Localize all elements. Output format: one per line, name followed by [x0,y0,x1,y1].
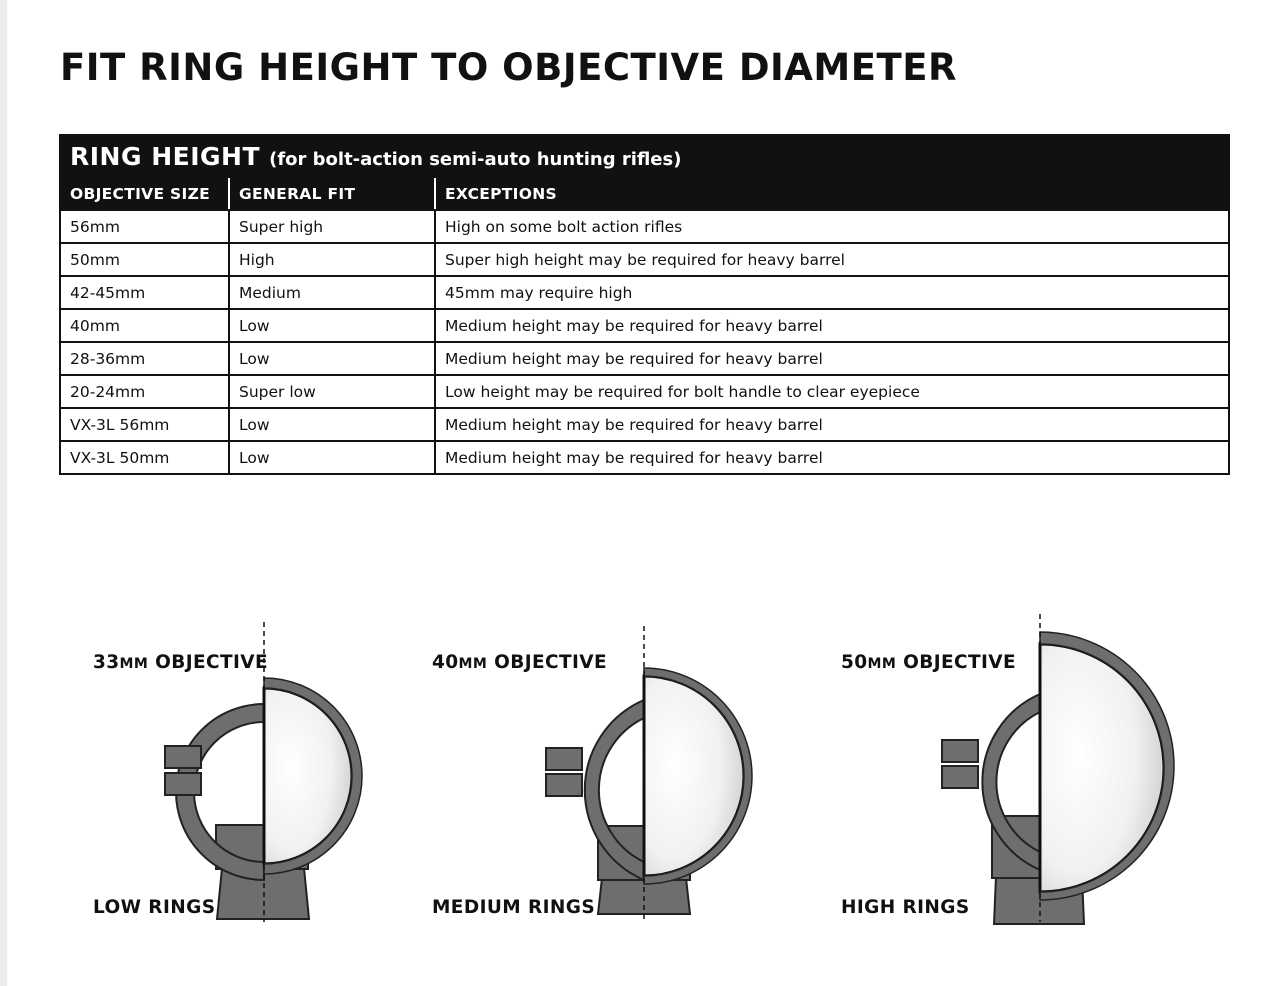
column-header-exceptions: EXCEPTIONS [435,177,1229,210]
cell-objective-size: 40mm [60,309,229,342]
cell-general-fit: Low [229,309,435,342]
medium-rings-label: MEDIUM RINGS [432,897,596,918]
cell-general-fit: Low [229,441,435,474]
cell-general-fit: Super low [229,375,435,408]
table-row [60,210,1229,243]
cell-objective-size: 42-45mm [60,276,229,309]
high-objective-word: OBJECTIVE [903,652,1017,673]
cell-exceptions: Medium height may be required for heavy barrel [435,408,1229,441]
table-caption [60,135,1229,177]
cell-exceptions: Medium height may be required for heavy barrel [435,309,1229,342]
table-row [60,276,1229,309]
low-objective-label [93,652,268,673]
cell-objective-size: VX-3L 56mm [60,408,229,441]
cell-objective-size: 28-36mm [60,342,229,375]
cell-exceptions: Low height may be required for bolt handle to clear eyepiece [435,375,1229,408]
table-row [60,375,1229,408]
low-objective-number: 33 [93,652,120,673]
medium-objective-number: 40 [432,652,459,673]
ring-diagrams-illustration [0,600,1280,940]
table-row [60,309,1229,342]
cell-objective-size: 50mm [60,243,229,276]
cell-exceptions: High on some bolt action rifles [435,210,1229,243]
medium-objective-unit: MM [458,656,488,672]
column-header-objective-size: OBJECTIVE SIZE [60,177,229,210]
cell-general-fit: Super high [229,210,435,243]
low-rings-label: LOW RINGS [93,897,216,918]
medium-objective-word: OBJECTIVE [494,652,608,673]
cell-objective-size: 20-24mm [60,375,229,408]
medium-ring-clamp-top [546,748,582,770]
column-header-general-fit: GENERAL FIT [229,177,435,210]
table-row [60,342,1229,375]
table-caption-title: RING HEIGHT [70,141,260,171]
cell-exceptions: 45mm may require high [435,276,1229,309]
low-ring-clamp-top [165,746,201,768]
ring-diagrams [0,600,1280,940]
medium-objective-label [432,652,607,673]
cell-general-fit: High [229,243,435,276]
table-row [60,243,1229,276]
ring-height-table [59,134,1230,475]
high-objective-unit: MM [867,656,897,672]
cell-objective-size: 56mm [60,210,229,243]
ring-height-table-wrap [59,134,1228,475]
table-caption-subtitle: (for bolt-action semi-auto hunting rifles) [269,148,682,170]
low-objective-word: OBJECTIVE [155,652,269,673]
high-ring-clamp-top [942,740,978,762]
high-ring-scope-lens [1040,644,1164,892]
table-caption-row [60,135,1229,177]
high-rings-label: HIGH RINGS [841,897,970,918]
cell-exceptions: Medium height may be required for heavy barrel [435,342,1229,375]
cell-objective-size: VX-3L 50mm [60,441,229,474]
table-header-row [60,177,1229,210]
medium-ring-clamp-bottom [546,774,582,796]
cell-general-fit: Low [229,342,435,375]
cell-general-fit: Medium [229,276,435,309]
high-ring-clamp-bottom [942,766,978,788]
cell-exceptions: Medium height may be required for heavy barrel [435,441,1229,474]
cell-general-fit: Low [229,408,435,441]
low-ring-clamp-bottom [165,773,201,795]
low-objective-unit: MM [119,656,149,672]
page-title: FIT RING HEIGHT TO OBJECTIVE DIAMETER [60,46,958,89]
cell-exceptions: Super high height may be required for heavy barrel [435,243,1229,276]
medium-ring-scope-lens [644,676,744,876]
table-row [60,441,1229,474]
high-objective-number: 50 [841,652,868,673]
table-row [60,408,1229,441]
high-objective-label [841,652,1016,673]
